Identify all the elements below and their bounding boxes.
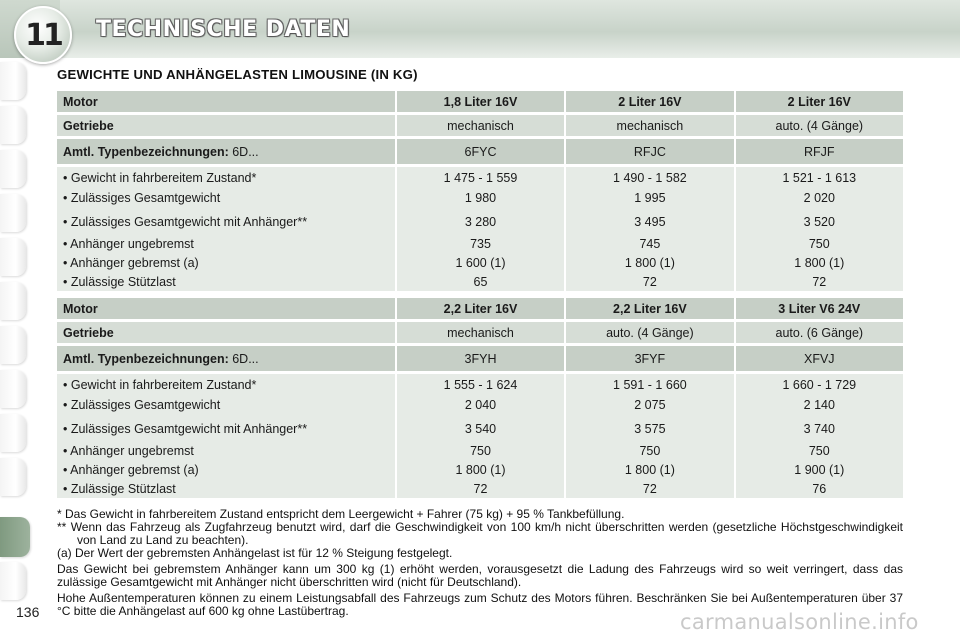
side-tab[interactable] (0, 562, 26, 600)
row-value: 2 075 (564, 393, 733, 417)
getriebe-cell: auto. (6 Gänge) (734, 322, 903, 343)
row-value: 72 (395, 479, 564, 498)
row-value: 1 475 - 1 559 (395, 167, 564, 186)
row-value: 65 (395, 272, 564, 291)
table-row-motor (57, 91, 903, 112)
row-label: • Zulässiges Gesamtgewicht (57, 186, 395, 210)
row-label: • Gewicht in fahrbereitem Zustand* (57, 167, 395, 186)
motor-cell: 3 Liter V6 24V (734, 298, 903, 319)
row-value: 3 495 (564, 210, 733, 234)
motor-cell: 2 Liter 16V (564, 91, 733, 112)
getriebe-cell: auto. (4 Gänge) (564, 322, 733, 343)
typ-cell: RFJC (564, 139, 733, 164)
motor-cell: 2,2 Liter 16V (564, 298, 733, 319)
row-value: 1 591 - 1 660 (564, 374, 733, 393)
motor-cell: 2 Liter 16V (734, 91, 903, 112)
side-tab[interactable] (0, 194, 26, 232)
table-row-getriebe (57, 322, 903, 343)
typ-cell: XFVJ (734, 346, 903, 371)
section-title: GEWICHTE UND ANHÄNGELASTEN LIMOUSINE (IN KG) (57, 67, 418, 82)
note-temperature: Hohe Außentemperaturen können zu einem Leistungsabfall des Fahrzeugs zum Schutz des Motors führen. Beschränken Sie bei Außentemperaturen über 37 °C bitte die Anhängelast auf 600 kg ohne Lastübertrag. (57, 591, 903, 618)
footnote-gradient: (a) Der Wert der gebremsten Anhängelast ist für 12 % Steigung festgelegt. (57, 546, 453, 560)
row-value: 750 (734, 441, 903, 460)
table-row (57, 210, 903, 234)
row-label: • Anhänger ungebremst (57, 234, 395, 253)
getriebe-label: Getriebe (57, 115, 395, 136)
table-row (57, 374, 903, 393)
row-value: 735 (395, 234, 564, 253)
row-value: 3 280 (395, 210, 564, 234)
watermark: carmanualsonline.info (680, 610, 919, 634)
row-value: 2 040 (395, 393, 564, 417)
footnotes (57, 508, 903, 618)
row-value: 1 555 - 1 624 (395, 374, 564, 393)
typ-cell: RFJF (734, 139, 903, 164)
side-tab[interactable] (0, 414, 26, 452)
row-value: 1 600 (1) (395, 253, 564, 272)
row-value: 1 800 (1) (564, 460, 733, 479)
side-tab[interactable] (0, 326, 26, 364)
motor-cell: 1,8 Liter 16V (395, 91, 564, 112)
typ-prefix: 6D... (232, 144, 259, 159)
typ-label: Amtl. Typenbezeichnungen: (63, 144, 229, 159)
getriebe-label: Getriebe (57, 322, 395, 343)
row-value: 3 540 (395, 417, 564, 441)
typ-cell: 3FYH (395, 346, 564, 371)
table-row (57, 167, 903, 186)
row-label: • Gewicht in fahrbereitem Zustand* (57, 374, 395, 393)
weights-body-1 (57, 167, 903, 291)
typ-label-cell (57, 139, 395, 164)
table-row (57, 393, 903, 417)
row-value: 750 (734, 234, 903, 253)
side-tab-active[interactable] (0, 517, 30, 557)
typ-label: Amtl. Typenbezeichnungen: (63, 351, 229, 366)
row-value: 72 (564, 272, 733, 291)
row-value: 72 (564, 479, 733, 498)
weights-table-1 (57, 91, 903, 291)
row-value: 2 140 (734, 393, 903, 417)
page-number: 136 (16, 604, 40, 620)
table-row-typ (57, 346, 903, 371)
row-value: 76 (734, 479, 903, 498)
row-value: 750 (395, 441, 564, 460)
row-value: 1 800 (1) (734, 253, 903, 272)
chapter-badge (14, 6, 72, 64)
row-label: • Zulässiges Gesamtgewicht (57, 393, 395, 417)
side-tab[interactable] (0, 62, 26, 100)
typ-cell: 6FYC (395, 139, 564, 164)
row-label: • Zulässiges Gesamtgewicht mit Anhänger** (57, 210, 395, 234)
row-value: 1 995 (564, 186, 733, 210)
table-row (57, 479, 903, 498)
motor-label: Motor (57, 298, 395, 319)
chapter-number: 11 (25, 17, 61, 53)
row-value: 72 (734, 272, 903, 291)
row-value: 1 800 (1) (564, 253, 733, 272)
table-row (57, 460, 903, 479)
getriebe-cell: mechanisch (395, 322, 564, 343)
row-value: 745 (564, 234, 733, 253)
typ-cell: 3FYF (564, 346, 733, 371)
getriebe-cell: mechanisch (395, 115, 564, 136)
side-tab[interactable] (0, 370, 26, 408)
row-value: 750 (564, 441, 733, 460)
row-value: 3 575 (564, 417, 733, 441)
page-title: TECHNISCHE DATEN (96, 17, 351, 42)
row-label: • Anhänger gebremst (a) (57, 253, 395, 272)
table-row (57, 253, 903, 272)
table-row-getriebe (57, 115, 903, 136)
row-label: • Anhänger ungebremst (57, 441, 395, 460)
table-row (57, 441, 903, 460)
row-value: 1 800 (1) (395, 460, 564, 479)
row-label: • Zulässige Stützlast (57, 479, 395, 498)
row-value: 1 521 - 1 613 (734, 167, 903, 186)
weights-body-2 (57, 374, 903, 498)
row-value: 2 020 (734, 186, 903, 210)
getriebe-cell: auto. (4 Gänge) (734, 115, 903, 136)
side-tab[interactable] (0, 282, 26, 320)
row-value: 1 980 (395, 186, 564, 210)
row-value: 1 660 - 1 729 (734, 374, 903, 393)
motor-cell: 2,2 Liter 16V (395, 298, 564, 319)
table-row (57, 272, 903, 291)
side-tab[interactable] (0, 150, 26, 188)
footnote-weight: * Das Gewicht in fahrbereitem Zustand entspricht dem Leergewicht + Fahrer (75 kg) + 95 % Tankbefüllung. (57, 507, 625, 521)
table-row (57, 186, 903, 210)
row-value: 3 520 (734, 210, 903, 234)
weights-table-2 (57, 298, 903, 498)
row-label: • Zulässiges Gesamtgewicht mit Anhänger** (57, 417, 395, 441)
typ-prefix: 6D... (232, 351, 259, 366)
table-row (57, 234, 903, 253)
side-tab[interactable] (0, 106, 26, 144)
side-tab[interactable] (0, 238, 26, 276)
note-increase: Das Gewicht bei gebremstem Anhänger kann um 300 kg (1) erhöht werden, vorausgesetzt die Ladung des Fahrzeugs wird so weit verringert, dass das zulässige Gesamtgewicht mit Anhänger nicht überschritten wird (nicht für Deutschland). (57, 562, 903, 589)
getriebe-cell: mechanisch (564, 115, 733, 136)
row-value: 1 900 (1) (734, 460, 903, 479)
footnote-towing: ** Wenn das Fahrzeug als Zugfahrzeug benutzt wird, darf die Geschwindigkeit von 100 km/h nicht überschritten werden (gesetzliche Höchstgeschwindigkeit von Land zu Land zu beachten). (57, 520, 903, 547)
row-label: • Zulässige Stützlast (57, 272, 395, 291)
typ-label-cell (57, 346, 395, 371)
table-row-typ (57, 139, 903, 164)
motor-label: Motor (57, 91, 395, 112)
table-row (57, 417, 903, 441)
table-row-motor (57, 298, 903, 319)
row-value: 3 740 (734, 417, 903, 441)
side-tab[interactable] (0, 458, 26, 496)
row-label: • Anhänger gebremst (a) (57, 460, 395, 479)
row-value: 1 490 - 1 582 (564, 167, 733, 186)
